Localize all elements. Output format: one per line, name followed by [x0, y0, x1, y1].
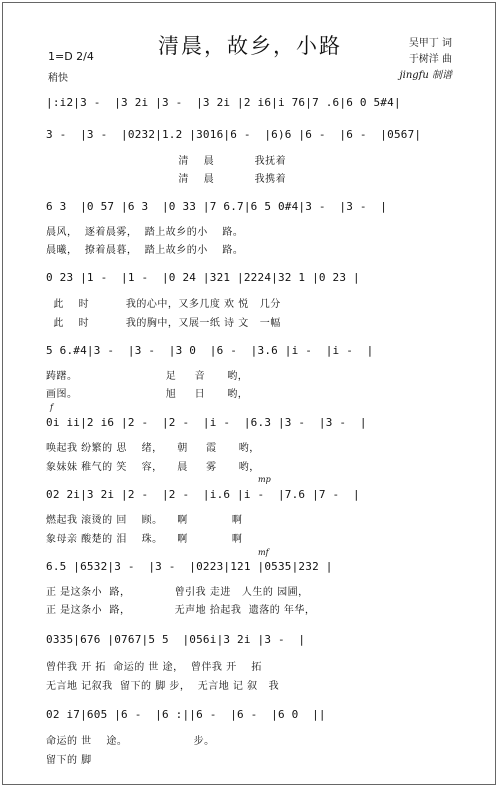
- composer-credit: 于树洋 曲: [408, 54, 452, 65]
- score-row-7: 02 2i|3 2i |2 - |2 - |i.6 |i - |7.6 |7 - |: [46, 488, 360, 501]
- lyric-row-4-verse-1: 此 时 我的心中，又多几度 欢 悦 几分: [46, 299, 281, 310]
- tempo-marking: 稍快: [48, 73, 68, 84]
- lyric-row-5-verse-2: 画图。 旭 日 哟，: [46, 389, 249, 400]
- score-row-5: 5 6.#4|3 - |3 - |3 0 |6 - |3.6 |i - |i - |: [46, 344, 374, 357]
- score-row-3: 6 3 |0 57 |6 3 |0 33 |7 6.7|6 5 0#4|3 - |3 - |: [46, 200, 388, 213]
- dynamic-mp: mp: [258, 475, 271, 484]
- dynamic-f: f: [50, 403, 53, 412]
- dynamic-mf: mf: [258, 548, 269, 557]
- lyric-row-3-verse-2: 晨曦， 撩着晨暮， 踏上故乡的小 路。: [46, 245, 244, 256]
- score-row-2: 3 - |3 - |0232|1.2 |3016|6 - |6)6 |6 - |6 - |0567|: [46, 128, 422, 141]
- lyric-row-10-verse-2: 留下的 脚: [46, 755, 92, 766]
- lyric-row-9-verse-2: 无言地 记叙我 留下的 脚 步， 无言地 记 叙 我: [46, 681, 280, 692]
- score-row-8: 6.5 |6532|3 - |3 - |0223|121 |0535|232 |: [46, 560, 333, 573]
- score-row-9: 0335|676 |0767|5 5 |056i|3 2i |3 - |: [46, 633, 306, 646]
- score-row-6: 0i ii|2 i6 |2 - |2 - |i - |6.3 |3 - |3 - |: [46, 416, 367, 429]
- key-signature: 1=D 2/4: [48, 50, 94, 63]
- lyric-row-6-verse-1: 唤起我 纷繁的 思 绪， 朝 霞 哟，: [46, 443, 260, 454]
- lyric-row-8-verse-1: 正 是这条小 路， 曾引我 走进 人生的 园圃，: [46, 587, 309, 598]
- lyric-row-6-verse-2: 象妹妹 稚气的 笑 容， 晨 雾 哟，: [46, 462, 260, 473]
- arranger-credit: jingfu 制谱: [399, 70, 452, 81]
- lyric-row-7-verse-1: 燃起我 滚烫的 回 顾。 啊 啊: [46, 515, 243, 526]
- lyricist-credit: 吴甲丁 词: [408, 38, 452, 49]
- lyric-row-8-verse-2: 正 是这条小 路， 无声地 拾起我 遗落的 年华，: [46, 605, 316, 616]
- score-row-10: 02 i7|605 |6 - |6 :||6 - |6 - |6 0 ||: [46, 708, 326, 721]
- lyric-row-5-verse-1: 踌躇。 足 音 哟，: [46, 371, 249, 382]
- lyric-row-3-verse-1: 晨风， 逐着晨雾， 踏上故乡的小 路。: [46, 227, 244, 238]
- lyric-row-7-verse-2: 象母亲 酸楚的 泪 珠。 啊 啊: [46, 534, 243, 545]
- lyric-row-2-verse-1: 清 晨 我抚着: [46, 156, 287, 167]
- score-row-1: |:i2|3 - |3 2i |3 - |3 2i |2 i6|i 76|7 .6|6 0 5#4|: [46, 96, 401, 109]
- lyric-row-10-verse-1: 命运的 世 途。 步。: [46, 736, 215, 747]
- lyric-row-4-verse-2: 此 时 我的胸中，又展一纸 诗 文 一幅: [46, 318, 281, 329]
- song-title: 清晨，故乡，小路: [158, 34, 342, 58]
- score-row-4: 0 23 |1 - |1 - |0 24 |321 |2224|32 1 |0 23 |: [46, 271, 360, 284]
- lyric-row-2-verse-2: 清 晨 我携着: [46, 174, 287, 185]
- lyric-row-9-verse-1: 曾伴我 开 拓 命运的 世 途， 曾伴我 开 拓: [46, 662, 262, 673]
